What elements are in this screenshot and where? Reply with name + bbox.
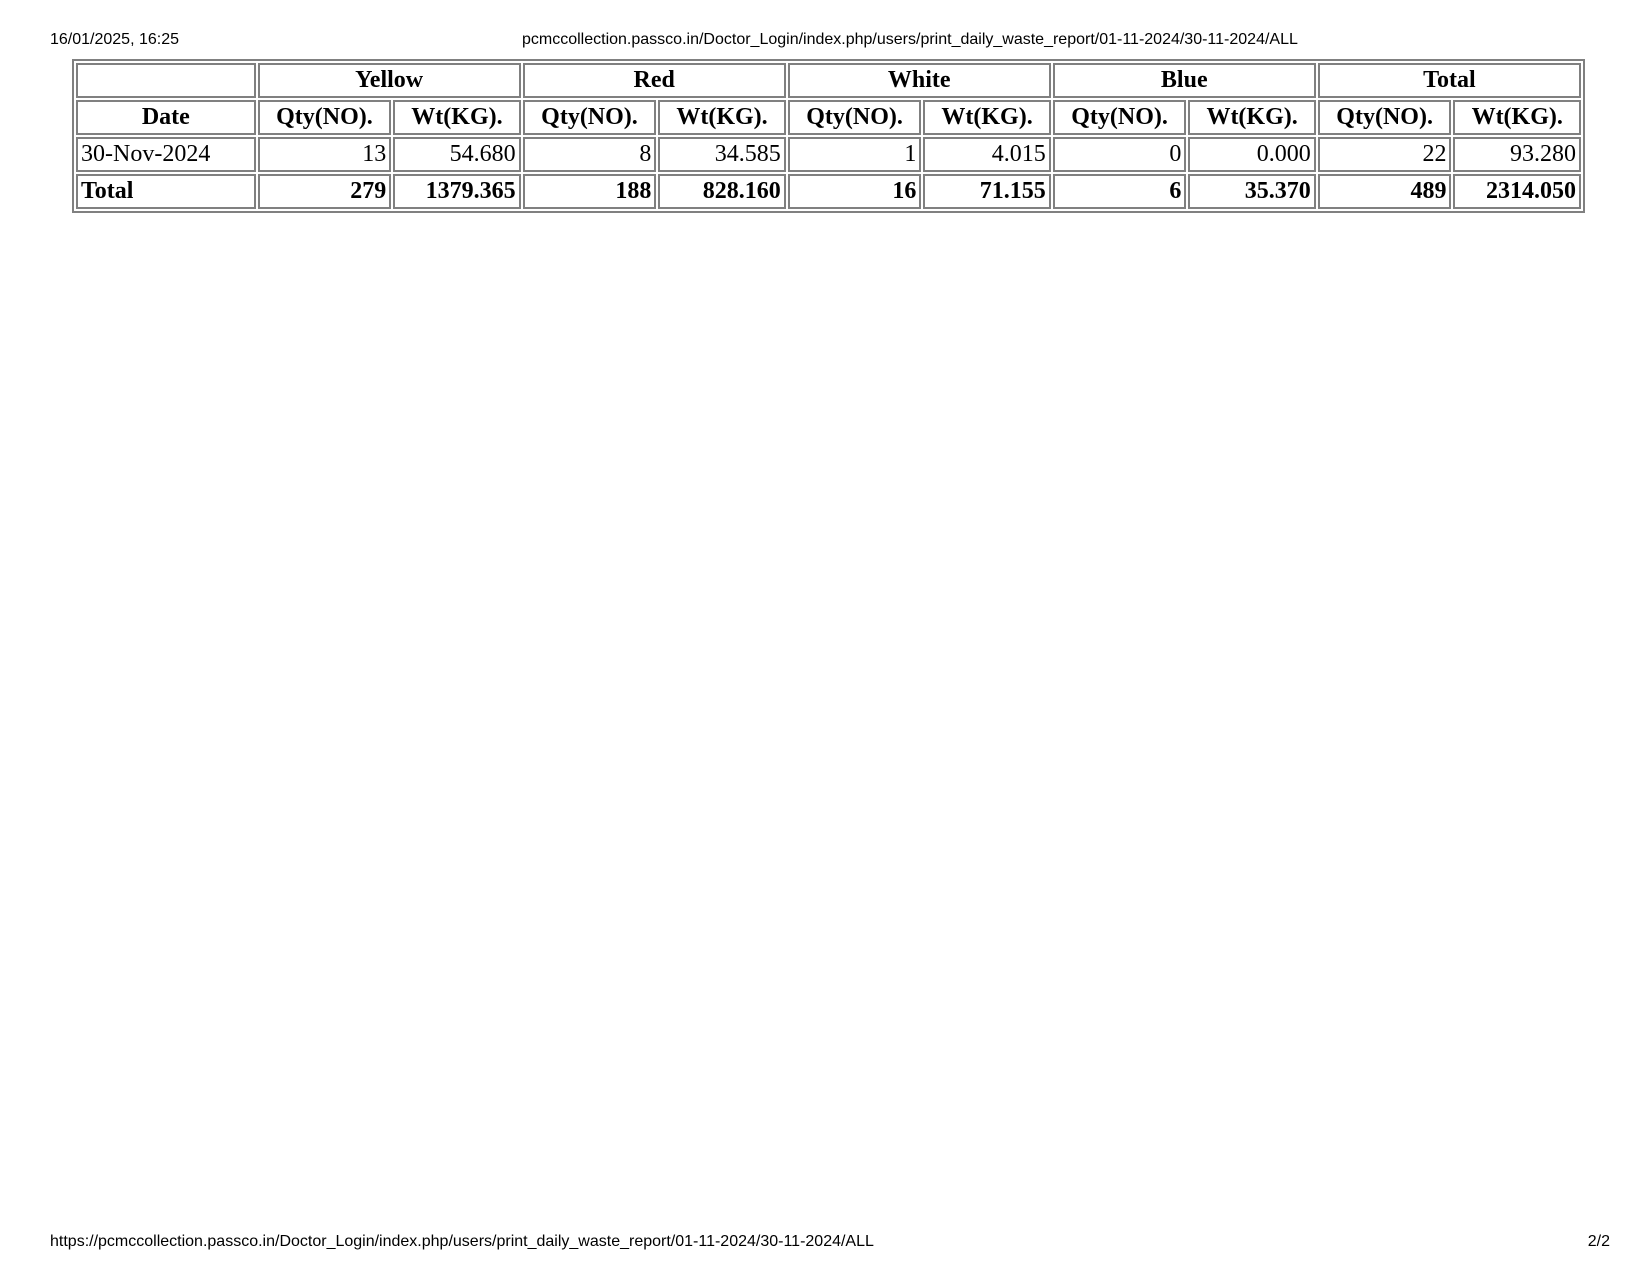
red-qty-header: Qty(NO). (523, 100, 657, 135)
blue-wt-header: Wt(KG). (1188, 100, 1315, 135)
group-header-white: White (788, 63, 1051, 98)
totals-row (76, 174, 1581, 209)
yellow-wt-header: Wt(KG). (393, 100, 520, 135)
yellow-qty-header: Qty(NO). (258, 100, 392, 135)
blue-wt-total: 35.370 (1188, 174, 1315, 209)
grand-wt-total: 2314.050 (1453, 174, 1581, 209)
white-qty-total: 16 (788, 174, 922, 209)
total-qty-header: Qty(NO). (1318, 100, 1452, 135)
total-wt-header: Wt(KG). (1453, 100, 1581, 135)
empty-header-cell (76, 63, 256, 98)
red-wt-header: Wt(KG). (658, 100, 785, 135)
group-header-yellow: Yellow (258, 63, 521, 98)
print-page-number: 2/2 (1587, 1233, 1610, 1250)
red-qty-cell: 8 (523, 137, 657, 172)
total-wt-cell: 93.280 (1453, 137, 1581, 172)
group-header-blue: Blue (1053, 63, 1316, 98)
print-footer-url: https://pcmccollection.passco.in/Doctor_Login/index.php/users/print_daily_waste_report/01-11-2024/30-11-2024/ALL (50, 1233, 874, 1250)
total-qty-cell: 22 (1318, 137, 1452, 172)
group-header-red: Red (523, 63, 786, 98)
row-date: 30-Nov-2024 (76, 137, 256, 172)
date-header: Date (76, 100, 256, 135)
yellow-wt-cell: 54.680 (393, 137, 520, 172)
group-header-total: Total (1318, 63, 1581, 98)
red-wt-total: 828.160 (658, 174, 785, 209)
yellow-qty-total: 279 (258, 174, 392, 209)
yellow-qty-cell: 13 (258, 137, 392, 172)
print-datetime: 16/01/2025, 16:25 (50, 31, 180, 48)
white-wt-header: Wt(KG). (923, 100, 1050, 135)
totals-label: Total (76, 174, 256, 209)
column-header-row (76, 100, 1581, 135)
red-qty-total: 188 (523, 174, 657, 209)
white-qty-cell: 1 (788, 137, 922, 172)
print-page-title: pcmccollection.passco.in/Doctor_Login/index.php/users/print_daily_waste_report/01-11-2024/30-11-2024/ALL (522, 31, 1298, 48)
blue-qty-header: Qty(NO). (1053, 100, 1187, 135)
blue-qty-total: 6 (1053, 174, 1187, 209)
white-wt-cell: 4.015 (923, 137, 1050, 172)
blue-wt-cell: 0.000 (1188, 137, 1315, 172)
blue-qty-cell: 0 (1053, 137, 1187, 172)
yellow-wt-total: 1379.365 (393, 174, 520, 209)
white-wt-total: 71.155 (923, 174, 1050, 209)
group-header-row (76, 63, 1581, 98)
table-row (76, 137, 1581, 172)
white-qty-header: Qty(NO). (788, 100, 922, 135)
red-wt-cell: 34.585 (658, 137, 785, 172)
grand-qty-total: 489 (1318, 174, 1452, 209)
daily-waste-report-table (72, 59, 1585, 213)
